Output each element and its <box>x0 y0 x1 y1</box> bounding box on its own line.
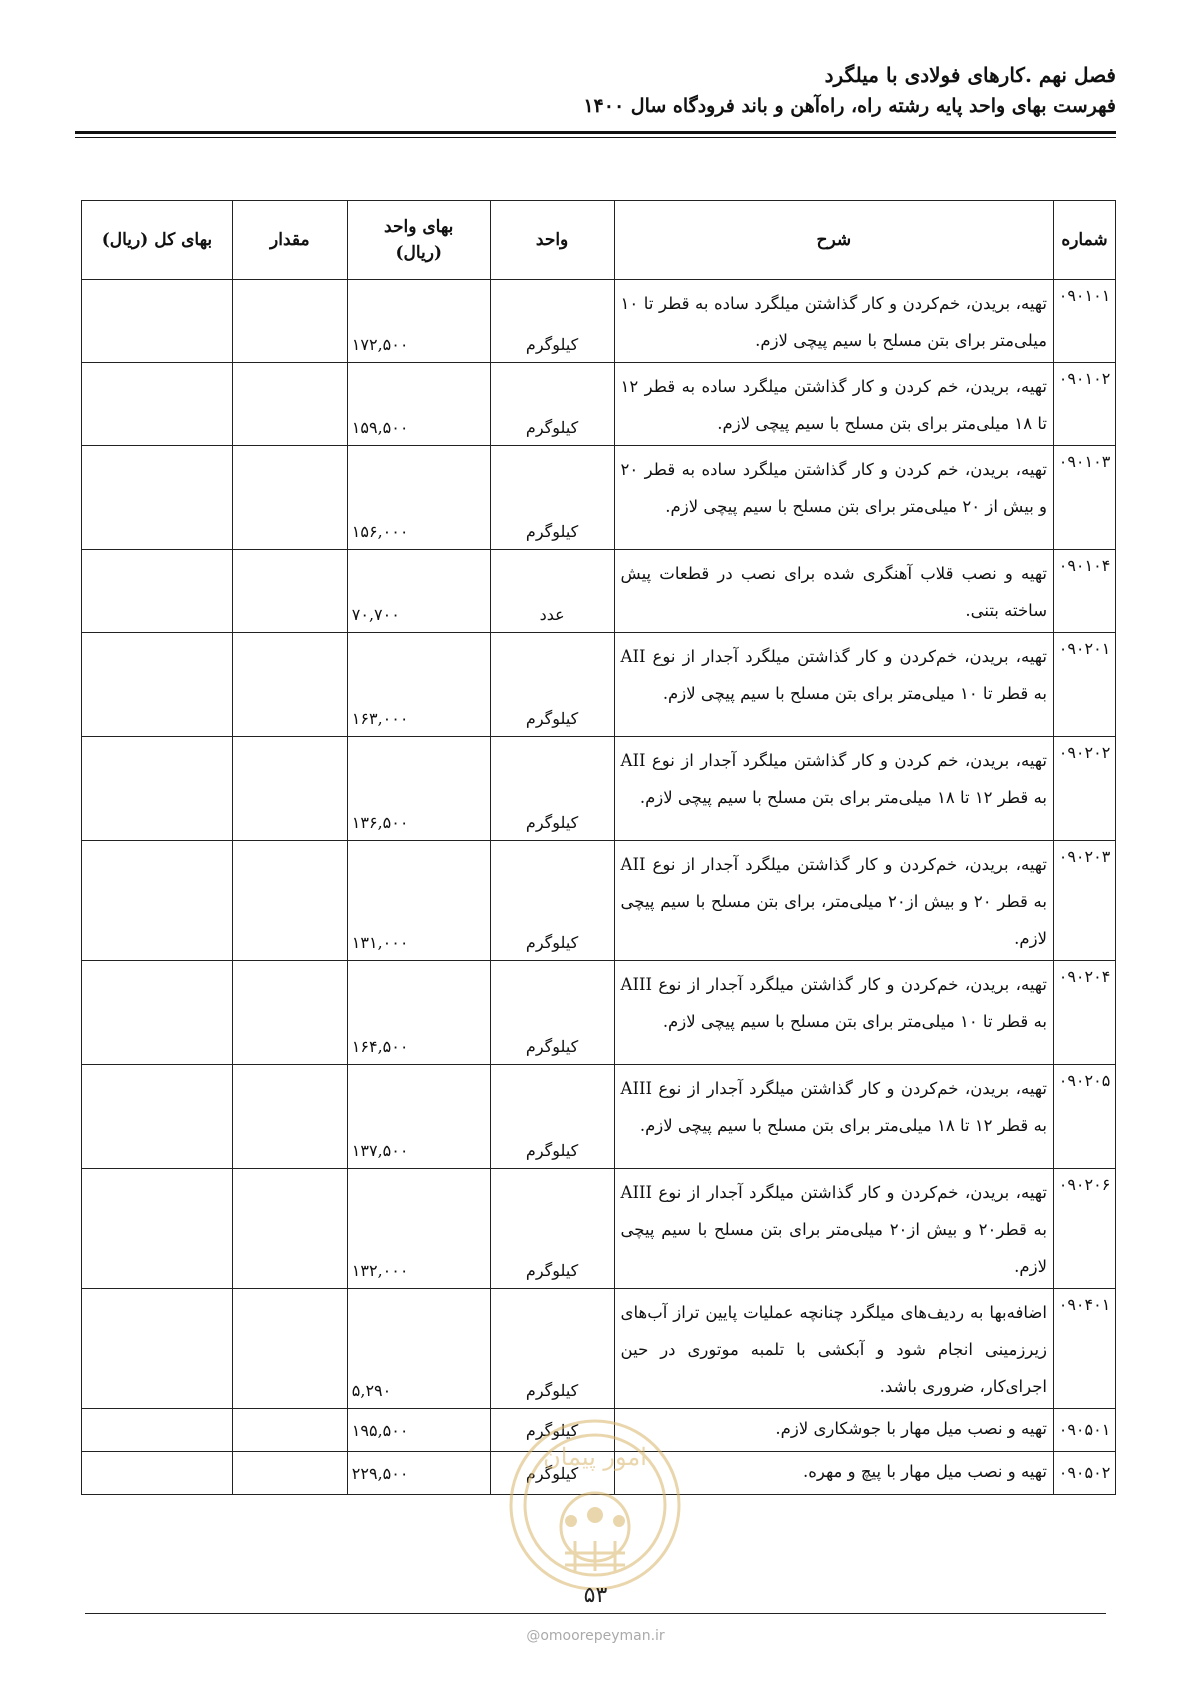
row-quantity <box>232 363 347 446</box>
row-total-price <box>82 1409 233 1452</box>
watermark-stamp-icon <box>505 1415 685 1595</box>
row-unit: کیلوگرم <box>490 1289 614 1409</box>
row-code: ۰۹۰۲۰۳ <box>1054 841 1116 961</box>
row-unit-price: ۱۳۱,۰۰۰ <box>347 841 490 961</box>
page-header <box>75 60 1116 122</box>
row-unit-price: ۱۵۹,۵۰۰ <box>347 363 490 446</box>
row-description: تهیه، بریدن، خم‌کردن و کار گذاشتن میلگرد آجدار از نوع AIII به قطر۲۰ و بیش از۲۰ میلی‌متر برای بتن مسلح با سیم پیچی لازم. <box>614 1169 1053 1289</box>
row-total-price <box>82 737 233 841</box>
row-total-price <box>82 1289 233 1409</box>
table-header-row <box>82 201 1116 280</box>
row-unit: کیلوگرم <box>490 1452 614 1495</box>
table-body <box>82 280 1116 1495</box>
header-rule-thin <box>75 137 1116 138</box>
row-code: ۰۹۰۵۰۱ <box>1054 1409 1116 1452</box>
row-unit: عدد <box>490 550 614 633</box>
header-description: شرح <box>614 201 1053 280</box>
row-code: ۰۹۰۲۰۲ <box>1054 737 1116 841</box>
table-row <box>82 363 1116 446</box>
table-row <box>82 446 1116 550</box>
row-code: ۰۹۰۴۰۱ <box>1054 1289 1116 1409</box>
row-unit-price: ۷۰,۷۰۰ <box>347 550 490 633</box>
row-unit: کیلوگرم <box>490 446 614 550</box>
header-unit-price <box>347 201 490 280</box>
chapter-title: فصل نهم .کارهای فولادی با میلگرد <box>824 63 1116 87</box>
row-quantity <box>232 1409 347 1452</box>
row-total-price <box>82 1452 233 1495</box>
row-quantity <box>232 1169 347 1289</box>
row-quantity <box>232 1065 347 1169</box>
table-row <box>82 550 1116 633</box>
row-unit: کیلوگرم <box>490 633 614 737</box>
row-description: تهیه، بریدن، خم کردن و کار گذاشتن میلگرد ساده به قطر ۲۰ و بیش از ۲۰ میلی‌متر برای بتن مسلح با سیم پیچی لازم. <box>614 446 1053 550</box>
table-row <box>82 280 1116 363</box>
stamp-text: امور پیمان <box>543 1443 647 1471</box>
header-unit-price-label: بهای واحد <box>384 217 454 237</box>
price-list-table <box>81 200 1116 1495</box>
row-total-price <box>82 841 233 961</box>
row-quantity <box>232 961 347 1065</box>
row-description: تهیه، بریدن، خم‌کردن و کار گذاشتن میلگرد آجدار از نوع AII به قطر ۲۰ و بیش از۲۰ میلی‌متر، برای بتن مسلح با سیم پیچی لازم. <box>614 841 1053 961</box>
row-unit-price: ۱۳۷,۵۰۰ <box>347 1065 490 1169</box>
row-unit-price: ۱۳۶,۵۰۰ <box>347 737 490 841</box>
row-total-price <box>82 446 233 550</box>
row-code: ۰۹۰۲۰۱ <box>1054 633 1116 737</box>
row-description: تهیه و نصب میل مهار با پیچ و مهره. <box>614 1452 1053 1495</box>
row-code: ۰۹۰۱۰۳ <box>1054 446 1116 550</box>
row-unit: کیلوگرم <box>490 280 614 363</box>
row-unit-price: ۱۶۴,۵۰۰ <box>347 961 490 1065</box>
website-watermark: @omoorepeyman.ir <box>526 1628 665 1644</box>
row-unit: کیلوگرم <box>490 363 614 446</box>
table-row <box>82 1169 1116 1289</box>
row-description: تهیه، بریدن، خم کردن و کار گذاشتن میلگرد ساده به قطر ۱۲ تا ۱۸ میلی‌متر برای بتن مسلح با سیم پیچی لازم. <box>614 363 1053 446</box>
row-unit-price: ۵,۲۹۰ <box>347 1289 490 1409</box>
row-unit: کیلوگرم <box>490 1065 614 1169</box>
table-row <box>82 1289 1116 1409</box>
header-total-price: بهای کل (ریال) <box>82 201 233 280</box>
row-quantity <box>232 280 347 363</box>
row-unit: کیلوگرم <box>490 961 614 1065</box>
page-number: ۵۳ <box>583 1583 608 1608</box>
row-code: ۰۹۰۵۰۲ <box>1054 1452 1116 1495</box>
row-total-price <box>82 1065 233 1169</box>
row-code: ۰۹۰۲۰۵ <box>1054 1065 1116 1169</box>
row-quantity <box>232 841 347 961</box>
row-code: ۰۹۰۱۰۴ <box>1054 550 1116 633</box>
row-unit-price: ۲۲۹,۵۰۰ <box>347 1452 490 1495</box>
row-unit: کیلوگرم <box>490 1409 614 1452</box>
row-unit: کیلوگرم <box>490 1169 614 1289</box>
row-total-price <box>82 280 233 363</box>
row-unit-price: ۱۳۲,۰۰۰ <box>347 1169 490 1289</box>
document-subtitle: فهرست بهای واحد پایه رشته راه، راه‌آهن و باند فرودگاه سال ۱۴۰۰ <box>583 95 1116 117</box>
row-code: ۰۹۰۲۰۶ <box>1054 1169 1116 1289</box>
row-unit-price: ۱۶۳,۰۰۰ <box>347 633 490 737</box>
header-code: شماره <box>1054 201 1116 280</box>
row-description: تهیه، بریدن، خم‌کردن و کار گذاشتن میلگرد آجدار از نوع AIII به قطر تا ۱۰ میلی‌متر برای بتن مسلح با سیم پیچی لازم. <box>614 961 1053 1065</box>
row-description: تهیه و نصب قلاب آهنگری شده برای نصب در قطعات پیش ساخته بتنی. <box>614 550 1053 633</box>
row-unit-price: ۱۷۲,۵۰۰ <box>347 280 490 363</box>
row-code: ۰۹۰۲۰۴ <box>1054 961 1116 1065</box>
table-row <box>82 961 1116 1065</box>
row-quantity <box>232 446 347 550</box>
row-description: تهیه، بریدن، خم‌کردن و کار گذاشتن میلگرد آجدار از نوع AII به قطر تا ۱۰ میلی‌متر برای بتن مسلح با سیم پیچی لازم. <box>614 633 1053 737</box>
table-row <box>82 1065 1116 1169</box>
header-rule-thick <box>75 131 1116 134</box>
row-code: ۰۹۰۱۰۱ <box>1054 280 1116 363</box>
table-row <box>82 737 1116 841</box>
row-unit: کیلوگرم <box>490 841 614 961</box>
row-description: تهیه، بریدن، خم‌کردن و کار گذاشتن میلگرد ساده به قطر تا ۱۰ میلی‌متر برای بتن مسلح با سیم پیچی لازم. <box>614 280 1053 363</box>
row-total-price <box>82 1169 233 1289</box>
row-quantity <box>232 550 347 633</box>
row-unit: کیلوگرم <box>490 737 614 841</box>
header-unit-price-currency: (ریال) <box>395 243 442 263</box>
row-total-price <box>82 633 233 737</box>
table-row <box>82 841 1116 961</box>
footer-rule <box>85 1613 1106 1614</box>
row-unit-price: ۱۵۶,۰۰۰ <box>347 446 490 550</box>
row-unit-price: ۱۹۵,۵۰۰ <box>347 1409 490 1452</box>
row-description: تهیه، بریدن، خم کردن و کار گذاشتن میلگرد آجدار از نوع AII به قطر ۱۲ تا ۱۸ میلی‌متر برای بتن مسلح با سیم پیچی لازم. <box>614 737 1053 841</box>
row-quantity <box>232 737 347 841</box>
header-quantity: مقدار <box>232 201 347 280</box>
row-total-price <box>82 363 233 446</box>
row-quantity <box>232 633 347 737</box>
row-total-price <box>82 550 233 633</box>
row-description: اضافه‌بها به ردیف‌های میلگرد چنانچه عملیات پایین تراز آب‌های زیرزمینی انجام شود و آبکشی با تلمبه موتوری در حین اجرای‌کار، ضروری باشد. <box>614 1289 1053 1409</box>
table-row <box>82 633 1116 737</box>
row-total-price <box>82 961 233 1065</box>
row-description: تهیه، بریدن، خم‌کردن و کار گذاشتن میلگرد آجدار از نوع AIII به قطر ۱۲ تا ۱۸ میلی‌متر برای بتن مسلح با سیم پیچی لازم. <box>614 1065 1053 1169</box>
row-quantity <box>232 1289 347 1409</box>
row-code: ۰۹۰۱۰۲ <box>1054 363 1116 446</box>
row-quantity <box>232 1452 347 1495</box>
row-description: تهیه و نصب میل مهار با جوشکاری لازم. <box>614 1409 1053 1452</box>
header-unit: واحد <box>490 201 614 280</box>
